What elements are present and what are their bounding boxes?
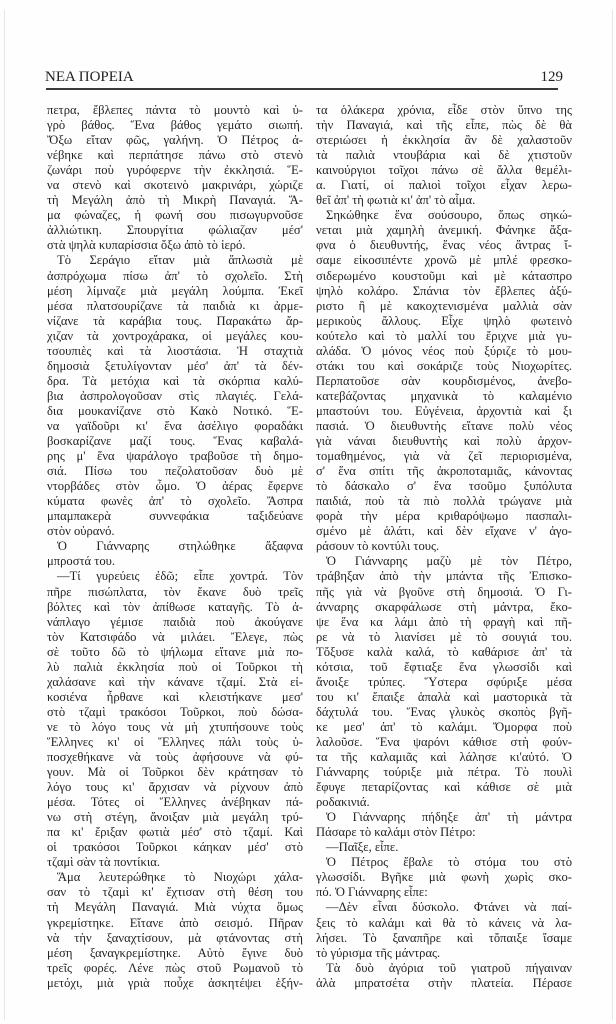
text-line: λαλοῦσε. Ἕνα ψαρόνι κάθισε στὴ φούν-: [316, 734, 572, 749]
text-line: μέσα πλατσουρίζανε τὰ παιδιὰ κι ἀρμε-: [47, 298, 303, 313]
text-line: νεται μιὰ χαμηλὴ ἀνεμική. Φάνηκε ἄξα-: [316, 223, 572, 238]
text-line: Σηκώθηκε ἕνα σούσουρο, ὅπως σηκώ-: [326, 208, 572, 223]
text-line: στὰ ψηλὰ κυπαρίσσια ὄξω ἀπὸ τὸ ἱερό.: [47, 238, 246, 253]
text-line: βοσκαρίζανε μαζί τους. Ἕνας καβαλά-: [47, 434, 303, 449]
text-line: Ἕλληνες κι' οἱ Ἕλληνες πάλι τοὺς ὑ-: [47, 734, 303, 749]
running-title: ΝΕΑ ΠΟΡΕΙΑ: [45, 69, 134, 85]
text-line: μέση λίμναζε μιὰ μεγάλη λούμπα. Ἐκεῖ: [47, 283, 303, 298]
text-line: οἱ τρακόσοι Τοῦρκοι κάηκαν μέσ' στὸ: [47, 840, 303, 855]
text-line: μπαμπακερὰ συννεφάκια ταξιδεύανε: [47, 509, 303, 524]
text-line: νίζανε τὰ καράβια τους. Παρακάτω ἄρ-: [47, 313, 303, 328]
text-line: βόλτες καὶ τὸν ἀπίθωσε καταγῆς. Τὸ ἀ-: [47, 599, 303, 614]
page-edge-left: [4, 10, 5, 1020]
header-rule: [46, 88, 558, 90]
text-line: σιδερωμένο κουστοῦμι καὶ μὲ κάτασπρο: [316, 268, 572, 283]
text-line: σὲ τοῦτο δῶ τὸ ψήλωμα εἴτανε μιὰ πο-: [47, 644, 303, 659]
text-line: ἀλὰ μπρατσέτα στὴν πλατεία. Πέρασε: [316, 975, 572, 990]
text-line: χαλάσανε καὶ τὴν κάνανε τζαμί. Στὰ εἰ-: [47, 674, 303, 689]
text-line: πό. Ὁ Γιάνναρης εἶπε:: [316, 885, 428, 900]
text-line: κότσια, τοῦ ἔφτιαξε ἕνα γλωσσίδι καὶ: [316, 659, 572, 674]
text-line: τζαμὶ σὰν τὰ ποντίκια.: [47, 855, 161, 870]
text-line: σαμε εἰκοσιπέντε χρονῶ μὲ μπλέ φρεσκο-: [316, 253, 572, 268]
text-column-left: [47, 103, 303, 991]
text-line: Γιάνναρης τούριξε μιὰ πέτρα. Τὸ πουλὶ: [316, 765, 572, 780]
text-line: τὰ παλιὰ ντουβάρια καὶ δὲ χτιστοῦν: [316, 148, 572, 163]
text-line: ντορβάδες στὸν ὦμο. Ὁ ἀέρας ἔφερνε: [47, 479, 303, 494]
text-line: δημοσιὰ ξετυλίγονταν μέσ' ἀπ' τὰ δέν-: [47, 358, 303, 373]
text-line: ξεις τὸ καλάμι καὶ θὰ τὸ κάνεις νὰ λα-: [316, 915, 572, 930]
text-line: Ὁ Γιάνναρης μαζὺ μὲ τὸν Πέτρο,: [326, 554, 572, 569]
text-line: κύματα φωνὲς ἀπ' τὸ σχολεῖο. Ἄσπρα: [47, 494, 303, 509]
text-line: γουν. Μὰ οἱ Τοῦρκοι δὲν κράτησαν τὸ: [47, 765, 303, 780]
text-line: μερικοὺς ἄλλους. Εἶχε ψηλὸ φωτεινὸ: [316, 313, 572, 328]
text-line: ζωνάρι ποὺ γυρόφερνε τὴν ἐκκλησιά. Ἕ-: [47, 163, 303, 178]
text-line: χιζαν τὰ χοντροχάρακα, οἱ μεγάλες κου-: [47, 328, 303, 343]
text-line: γιὰ νάναι διευθυντὴς καὶ πολὺ ἀρχον-: [316, 434, 572, 449]
text-line: σ' ἕνα σπίτι τῆς ἀκροποταμιᾶς, κάνοντας: [316, 464, 572, 479]
text-line: τὸ δάσκαλο σ' ἕνα τσοῦμο ξυπόλυτα: [316, 479, 572, 494]
text-line: ψε ἕνα κα λάμι ἀπὸ τὴ φραγὴ καὶ πῆ-: [316, 614, 572, 629]
text-line: νὰ τὴν ξαναχτίσουν, μὰ φτάνοντας στὴ: [47, 930, 303, 945]
text-line: φνα ὁ διευθυντής, ἕνας νέος ἄντρας ἴ-: [316, 238, 572, 253]
text-line: Τὰ δυὸ ἀγόρια τοῦ γιατροῦ πήγαιναν: [326, 960, 572, 975]
text-line: ψηλὸ κολάρο. Σπάνια τὸν ἔβλεπες ἀξύ-: [316, 283, 572, 298]
text-line: τὴν Παναγιά, καὶ τῆς εἶπε, πὼς δὲ θὰ: [316, 118, 572, 133]
text-line: θεῖ ἀπ' τὴ φωτιὰ κι' ἀπ' τὸ αἷμα.: [316, 193, 476, 208]
text-line: δια μουκανίζανε στὸ Κακὸ Νοτικό. Ἕ-: [47, 403, 303, 418]
text-line: ποσχεθήκανε νὰ τοὺς ἀφήσουνε νὰ φύ-: [47, 750, 303, 765]
text-line: φορὰ τὴν μέρα κριθαρόψωμο πασπαλι-: [316, 509, 572, 524]
text-line: ριστο ἢ μὲ κακοχτενισμένα μαλλιὰ σὰν: [316, 298, 572, 313]
text-line: —Παῖξε, εἶπε.: [326, 840, 399, 855]
text-line: τὴ Μεγάλη ἀπὸ τὴ Μικρὴ Παναγιά. Ἅ-: [47, 193, 303, 208]
text-line: νάπλαγο γέμισε παιδιὰ ποὺ ἀκούγανε: [47, 614, 303, 629]
text-line: κούτελο καὶ τὸ μαλλί του ἔριχνε μιὰ γυ-: [316, 328, 572, 343]
text-line: α. Γιατί, οἱ παλιοὶ τοῖχοι εἶχαν λερω-: [316, 178, 572, 193]
text-line: πῆρε πισώπλατα, τὸν ἔκανε δυὸ τρεῖς: [47, 584, 303, 599]
text-column-right: [316, 103, 572, 991]
text-line: κε μεσ' ἀπ' τὸ καλάμι. Ὄμορφα ποὺ: [316, 719, 572, 734]
text-line: να στενὸ καὶ σκοτεινὸ μακρινάρι, χώριζε: [47, 178, 303, 193]
text-line: ρης μ' ἕνα ψαράλογο τραβοῦσε τὴ δημο-: [47, 449, 303, 464]
text-line: του κι' ἔπαιξε ἁπαλὰ καὶ μαστορικὰ τὰ: [316, 689, 572, 704]
text-line: κατεβάζοντας μηχανικὰ τὸ καλαμένιο: [316, 388, 572, 403]
page-number: 129: [540, 69, 563, 85]
text-line: λόγο τους κι' ἄρχισαν νὰ ρίχνουν ἀπὸ: [47, 780, 303, 795]
text-line: Ἅμα λευτερώθηκε τὸ Νιοχώρι χάλα-: [57, 870, 303, 885]
text-line: παιδιά, ποὺ τὰ πιὸ πολλὰ τρώγανε μιὰ: [316, 494, 572, 509]
text-line: ἄνοιξε τρύπες. Ὕστερα σφύριξε μέσα: [316, 674, 572, 689]
text-line: Ὁ Πέτρος ἔβαλε τὸ στόμα του στὸ: [326, 855, 572, 870]
text-line: μα φώναζες, ἡ φωνή σου πισωγυρνοῦσε: [47, 208, 303, 223]
text-line: γλωσσίδι. Βγῆκε μιὰ φωνὴ χωρὶς σκο-: [316, 870, 572, 885]
text-line: Περπατοῦσε σὰν κουρδισμένος, ἀνεβο-: [316, 373, 572, 388]
text-line: μέση ξαναγκρεμίστηκε. Αὐτὸ ἔγινε δυὸ: [47, 945, 303, 960]
running-header: [45, 62, 563, 86]
text-line: μέσα. Τότες οἱ Ἕλληνες ἀνέβηκαν πά-: [47, 795, 303, 810]
text-line: μπαστούνι του. Εὐγένεια, ἀρχοντιὰ καὶ ξι: [316, 403, 572, 418]
text-line: νω στὴ στέγη, ἄνοιξαν μιὰ μεγάλη τρύ-: [47, 810, 303, 825]
text-line: ροδακινιά.: [316, 795, 370, 810]
page-edge-right: [612, 10, 613, 1020]
text-line: πῆς γιὰ νὰ βγοῦνε στὴ δημοσιά. Ὁ Γι-: [316, 584, 572, 599]
text-line: γρὸ βάθος. Ἕνα βάθος γεμάτο σιωπή.: [47, 118, 303, 133]
text-line: ρε νὰ τὸ λιανίσει μὲ τὸ σουγιά του.: [316, 629, 572, 644]
text-line: Τὸ Σεράγιο εἴταν μιὰ ἅπλωσιὰ μὲ: [57, 253, 303, 268]
text-line: μετόχι, μιὰ γριὰ ποὖχε ἀσκητέψει ἑξήν-: [47, 975, 303, 990]
text-line: ἀλλιώτικη. Σπουργίτια φώλιαζαν μέσ': [47, 223, 303, 238]
text-line: σαν τὸ τζαμὶ κι' ἔχτισαν στὴ θέση του: [47, 885, 303, 900]
text-line: καινούργιοι τοῖχοι πάνω σὲ ἄλλα θεμέλι-: [316, 163, 572, 178]
text-line: τὸν Κατσιφάδο νὰ μιλάει. Ἔλεγε, πὼς: [47, 629, 303, 644]
text-line: Ὄξω εἴταν φῶς, γαλήνη. Ὁ Πέτρος ἀ-: [47, 133, 303, 148]
text-line: —Τί γυρεύεις ἐδῶ; εἶπε χοντρά. Τὸν: [57, 569, 303, 584]
text-line: σμένο μὲ ἁλάτι, καὶ δὲν εἴχανε ν' ἀγο-: [316, 524, 572, 539]
text-line: Ὁ Γιάνναρης πήδηξε ἀπ' τὴ μάντρα: [326, 810, 572, 825]
text-line: —Δὲν εἶναι δύσκολο. Φτάνει νὰ παί-: [326, 900, 572, 915]
text-line: πετρα, ἔβλεπες πάντα τὸ μουντὸ καὶ ὑ-: [47, 103, 303, 117]
text-line: γκρεμίστηκε. Εἴτανε ἀπὸ σεισμό. Πῆραν: [47, 915, 303, 930]
text-line: λήσει. Τὸ ξαναπῆρε καὶ τὄπαιξε ἴσαμε: [316, 930, 572, 945]
text-line: τσουπιὲς καὶ τὰ λιοστάσια. Ἡ σταχτιὰ: [47, 343, 303, 358]
text-line: ράσουν τὸ κοντύλι τους.: [316, 539, 440, 554]
text-line: τρεῖς φορές. Λένε πὼς στοῦ Ρωμανοῦ τὸ: [47, 960, 303, 975]
text-line: σιά. Πίσω του πεζολατοῦσαν δυὸ μὲ: [47, 464, 303, 479]
text-line: μπροστά του.: [47, 554, 116, 569]
text-line: νέβηκε καὶ περπάτησε πάνω στὸ στενὸ: [47, 148, 303, 163]
text-line: τὸ γύρισμα τῆς μάντρας.: [316, 945, 441, 960]
text-line: αλάδα. Ὁ μόνος νέος ποὺ ξύριζε τὸ μου-: [316, 343, 572, 358]
text-line: δρα. Τὰ μετόχια καὶ τὰ σκόρπια καλύ-: [47, 373, 303, 388]
text-line: δάχτυλά του. Ἕνας γλυκὸς σκοπὸς βγῆ-: [316, 704, 572, 719]
text-line: να γαϊδοῦρι κι' ἕνα ἀσέλιγο φοραδάκι: [47, 418, 303, 433]
text-line: τομαθημένος, γιὰ νὰ ζεῖ περιορισμένα,: [316, 449, 572, 464]
text-line: Τὄξυσε καλὰ καλά, τὸ καθάρισε ἀπ' τὰ: [316, 644, 572, 659]
text-line: λὺ παλιὰ ἐκκλησία ποὺ οἱ Τοῦρκοι τὴ: [47, 659, 303, 674]
text-line: πασιά. Ὁ διευθυντὴς εἴτανε πολὺ νέος: [316, 418, 572, 433]
text-line: νε τὸ λόγο τους νὰ μὴ χτυπήσουνε τοὺς: [47, 719, 303, 734]
text-line: Πάσαρε τὸ καλάμι στὸν Πέτρο:: [316, 825, 476, 840]
text-line: τράβηξαν ἀπὸ τὴν μπάντα τῆς Ἐπισκο-: [316, 569, 572, 584]
text-line: ἀσπρόχωμα πίσω ἀπ' τὸ σχολεῖο. Στὴ: [47, 268, 303, 283]
text-line: άνναρης σκαρφάλωσε στὴ μάντρα, ἔκο-: [316, 599, 572, 614]
text-line: τὴ Μεγάλη Παναγιά. Μιὰ νύχτα ὅμως: [47, 900, 303, 915]
text-line: ἔφυγε πεταρίζοντας καὶ κάθισε σὲ μιὰ: [316, 780, 572, 795]
text-line: στεριώσει ἡ ἐκκλησία ἂν δὲ χαλαστοῦν: [316, 133, 572, 148]
text-line: στὸν οὐρανό.: [47, 524, 115, 539]
text-line: κοσιένα ἦρθανε καὶ κλειστήκανε μεσ': [47, 689, 303, 704]
text-line: πα κι' ἔριξαν φωτιὰ μέσ' στὸ τζαμί. Καὶ: [47, 825, 303, 840]
text-line: τα τῆς καλαμιᾶς καὶ λάλησε κι'αὐτό. Ὁ: [316, 750, 572, 765]
text-line: βια ἀσπρολογοῦσαν στὶς πλαγιές. Γελά-: [47, 388, 303, 403]
text-line: τα ὁλάκερα χρόνια, εἶδε στὸν ὕπνο της: [316, 103, 572, 117]
text-line: στὸ τζαμὶ τρακόσοι Τοῦρκοι, ποὺ δώσα-: [47, 704, 303, 719]
text-line: Ὁ Γιάνναρης στηλώθηκε ἄξαφνα: [57, 539, 303, 554]
text-line: στάκι του καὶ σοκάριζε τοὺς Νιοχωρίτες.: [316, 358, 572, 373]
